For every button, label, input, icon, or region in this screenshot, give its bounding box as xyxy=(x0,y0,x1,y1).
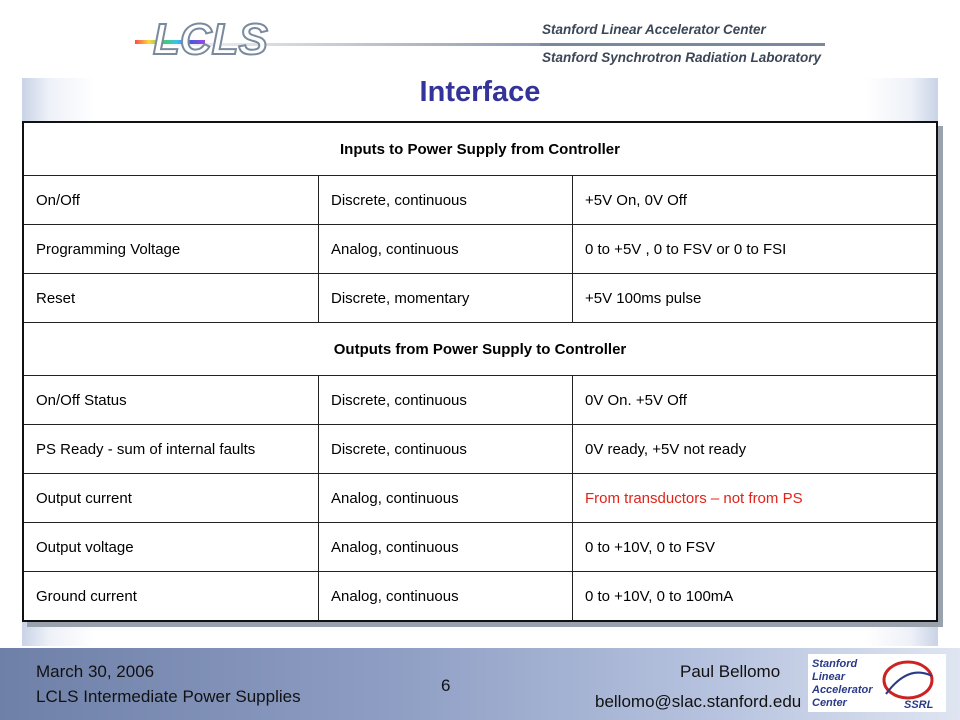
signal-type: Discrete, momentary xyxy=(319,274,573,323)
lcls-logo xyxy=(135,10,275,62)
table-row xyxy=(23,474,937,523)
signal-levels: 0 to +10V, 0 to 100mA xyxy=(573,572,938,622)
table-section-header-row xyxy=(23,122,937,176)
org-name-slac: Stanford Linear Accelerator Center xyxy=(542,22,766,37)
signal-type: Analog, continuous xyxy=(319,572,573,622)
slide-title: Interface xyxy=(419,76,541,108)
table-row xyxy=(23,274,937,323)
org-name-ssrl: Stanford Synchrotron Radiation Laboratory xyxy=(542,50,822,65)
section-header-inputs: Inputs to Power Supply from Controller xyxy=(23,122,937,176)
signal-type: Analog, continuous xyxy=(319,474,573,523)
slac-ssrl-logo xyxy=(808,654,946,712)
signal-type: Discrete, continuous xyxy=(319,376,573,425)
signal-type: Discrete, continuous xyxy=(319,176,573,225)
signal-levels: +5V 100ms pulse xyxy=(573,274,938,323)
section-header-outputs: Outputs from Power Supply to Controller xyxy=(23,323,937,376)
signal-name: Output voltage xyxy=(23,523,319,572)
signal-name: Output current xyxy=(23,474,319,523)
table-row xyxy=(23,376,937,425)
signal-name: Programming Voltage xyxy=(23,225,319,274)
signal-levels: 0V On. +5V Off xyxy=(573,376,938,425)
table-row xyxy=(23,225,937,274)
signal-name: Ground current xyxy=(23,572,319,622)
signal-name: On/Off xyxy=(23,176,319,225)
signal-type: Analog, continuous xyxy=(319,225,573,274)
slac-logo-line: Center xyxy=(812,697,847,709)
signal-name: On/Off Status xyxy=(23,376,319,425)
table-row xyxy=(23,176,937,225)
footer-email: bellomo@slac.stanford.edu xyxy=(595,692,802,711)
header-rule-right xyxy=(540,43,825,46)
table-row xyxy=(23,572,937,622)
signal-name: Reset xyxy=(23,274,319,323)
table-section-header-row xyxy=(23,323,937,376)
footer-subtitle: LCLS Intermediate Power Supplies xyxy=(36,687,301,706)
signal-levels: 0V ready, +5V not ready xyxy=(573,425,938,474)
signal-levels-highlight: From transductors – not from PS xyxy=(573,474,938,523)
signal-levels: +5V On, 0V Off xyxy=(573,176,938,225)
footer-author: Paul Bellomo xyxy=(680,662,781,681)
slac-logo-line: Accelerator xyxy=(812,684,873,696)
slac-logo-line: Stanford xyxy=(812,658,858,670)
table-row xyxy=(23,425,937,474)
lcls-logo-text: LCLS xyxy=(153,15,268,62)
footer-date: March 30, 2006 xyxy=(36,662,155,681)
slac-logo-line: Linear xyxy=(812,671,846,683)
slide-header xyxy=(0,0,960,75)
table-row xyxy=(23,523,937,572)
page-number: 6 xyxy=(441,676,451,695)
signal-levels: 0 to +10V, 0 to FSV xyxy=(573,523,938,572)
signal-name: PS Ready - sum of internal faults xyxy=(23,425,319,474)
interface-table xyxy=(22,121,938,622)
signal-type: Discrete, continuous xyxy=(319,425,573,474)
signal-type: Analog, continuous xyxy=(319,523,573,572)
signal-levels: 0 to +5V , 0 to FSV or 0 to FSI xyxy=(573,225,938,274)
ssrl-logo-text: SSRL xyxy=(904,699,934,711)
